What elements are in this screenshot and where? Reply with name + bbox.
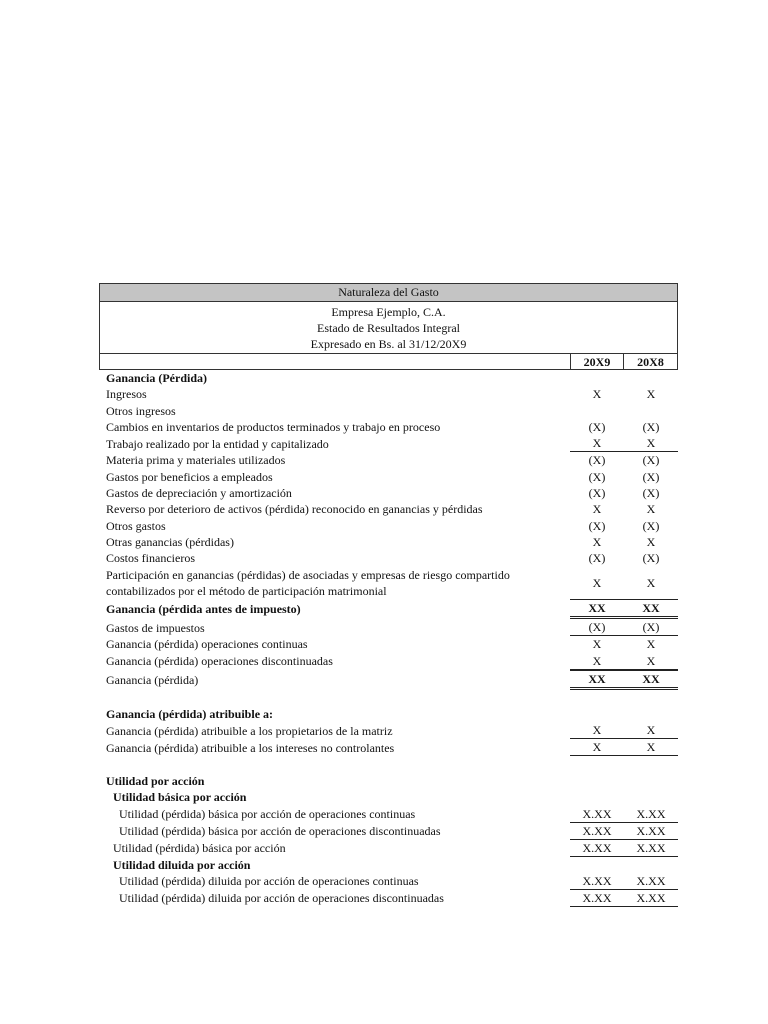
value-20x8: X [646, 637, 656, 652]
row-atribuible-propietarios [99, 722, 678, 739]
row-label: Ganancia (Pérdida) [106, 371, 207, 386]
value-20x9: X [592, 502, 602, 517]
row-depreciacion [99, 485, 678, 501]
blank-row [99, 690, 678, 707]
company-name: Empresa Ejemplo, C.A. [331, 305, 446, 319]
value-20x8: (X) [642, 420, 660, 435]
row-utilidad-accion [99, 773, 678, 789]
row-label: Utilidad (pérdida) básica por acción [113, 841, 286, 856]
nature-header: Naturaleza del Gasto [99, 283, 678, 302]
row-diluida-discontinuadas [99, 890, 678, 907]
year-header-row [99, 354, 678, 370]
value-20x9: X.XX [570, 806, 624, 823]
value-20x9: XX [570, 670, 624, 690]
row-cambios-inventarios [99, 419, 678, 435]
row-atribuible-no-controlantes [99, 739, 678, 756]
row-ingresos [99, 386, 678, 402]
value-20x9: X [570, 722, 624, 739]
row-basica-continuas [99, 806, 678, 823]
row-label: Utilidad (pérdida) básica por acción de operaciones discontinuadas [119, 824, 441, 839]
row-materia-prima [99, 452, 678, 468]
row-label: Ingresos [106, 387, 147, 402]
row-basica-discontinuadas [99, 823, 678, 840]
value-20x8: (X) [642, 518, 660, 533]
value-20x8: X.XX [624, 890, 678, 907]
row-label: Otros gastos [106, 518, 166, 533]
expressed-in: Expresado en Bs. al 31/12/20X9 [310, 337, 467, 351]
row-label: Utilidad por acción [106, 774, 205, 789]
row-label: Ganancia (pérdida) atribuible a: [106, 707, 274, 722]
value-20x8: X [624, 722, 678, 739]
value-20x8: XX [624, 670, 678, 690]
value-20x8: X [646, 502, 656, 517]
blank-row [99, 756, 678, 773]
value-20x8: (X) [642, 551, 660, 566]
value-20x8: (X) [642, 469, 660, 484]
row-label: Utilidad (pérdida) diluida por acción de operaciones discontinuadas [119, 891, 444, 906]
value-20x9: (X) [588, 485, 606, 500]
value-20x9: X [592, 534, 602, 549]
value-20x9: X [570, 435, 624, 452]
value-20x8: X [624, 435, 678, 452]
value-20x9: (X) [588, 469, 606, 484]
row-label: Otros ingresos [106, 403, 176, 418]
row-label: Gastos de impuestos [106, 620, 205, 635]
row-label: Ganancia (pérdida) atribuible a los intereses no controlantes [106, 740, 395, 755]
row-utilidad-basica [99, 789, 678, 805]
row-label: Materia prima y materiales utilizados [106, 453, 286, 468]
row-label: Ganancia (pérdida antes de impuesto) [106, 602, 301, 617]
value-20x8: X.XX [624, 873, 678, 890]
row-label: Costos financieros [106, 551, 195, 566]
row-ganancia-perdida [99, 370, 678, 386]
value-20x8: X [646, 575, 656, 590]
value-20x8: (X) [642, 485, 660, 500]
value-20x9: X.XX [570, 873, 624, 890]
value-20x8: X [624, 739, 678, 756]
value-20x8: (X) [642, 453, 660, 468]
value-20x9: (X) [570, 619, 624, 636]
row-atribuible-header [99, 706, 678, 722]
row-label: Ganancia (pérdida) [106, 672, 199, 687]
row-label: Cambios en inventarios de productos terminados y trabajo en proceso [106, 420, 441, 435]
value-20x9: (X) [588, 420, 606, 435]
row-gastos-impuestos [99, 619, 678, 636]
row-label: Otras ganancias (pérdidas) [106, 534, 234, 549]
row-label: Ganancia (pérdida) operaciones discontinuadas [106, 654, 333, 669]
row-ganancia-total [99, 670, 678, 690]
company-block [99, 302, 678, 354]
row-label: Ganancia (pérdida) atribuible a los propietarios de la matriz [106, 723, 393, 738]
value-20x9: X [592, 387, 602, 402]
row-label: Gastos por beneficios a empleados [106, 469, 273, 484]
row-operaciones-discontinuadas [99, 653, 678, 670]
row-operaciones-continuas [99, 636, 678, 652]
statement-title: Estado de Resultados Integral [317, 321, 460, 335]
row-participacion-asociadas [99, 566, 678, 599]
value-20x8: X [646, 387, 656, 402]
value-20x8: XX [624, 599, 678, 619]
value-20x9: (X) [588, 453, 606, 468]
row-basica-total [99, 840, 678, 857]
value-20x9: (X) [588, 551, 606, 566]
row-utilidad-diluida [99, 857, 678, 873]
row-label: Gastos de depreciación y amortización [106, 485, 292, 500]
income-statement [99, 283, 678, 907]
value-20x9: X.XX [570, 823, 624, 840]
row-otros-ingresos [99, 403, 678, 419]
value-20x9: X [592, 575, 602, 590]
row-label: Reverso por deterioro de activos (pérdida) reconocido en ganancias y pérdidas [106, 502, 483, 517]
value-20x9: X.XX [570, 890, 624, 907]
row-label: Utilidad (pérdida) básica por acción de operaciones continuas [119, 807, 416, 822]
row-label: Utilidad diluida por acción [113, 857, 251, 872]
row-label: Participación en ganancias (pérdidas) de asociadas y empresas de riesgo compartido contabilizados por el método de participación matrimonial [106, 567, 510, 598]
value-20x9: X [570, 653, 624, 670]
row-trabajo-capitalizado [99, 435, 678, 452]
year-header-spacer [99, 354, 570, 370]
value-20x8: X.XX [624, 840, 678, 857]
value-20x9: X [570, 739, 624, 756]
row-ganancia-antes-impuesto [99, 599, 678, 619]
value-20x9: XX [570, 599, 624, 619]
row-otras-ganancias [99, 534, 678, 550]
row-label: Utilidad básica por acción [113, 790, 247, 805]
value-20x9: X.XX [570, 840, 624, 857]
value-20x9: X [592, 637, 602, 652]
year-col-2: 20X8 [623, 354, 678, 370]
row-label: Utilidad (pérdida) diluida por acción de operaciones continuas [119, 874, 419, 889]
year-col-1: 20X9 [570, 354, 623, 370]
row-reverso-deterioro [99, 501, 678, 517]
value-20x8: X.XX [624, 806, 678, 823]
row-label: Ganancia (pérdida) operaciones continuas [106, 637, 308, 652]
value-20x8: (X) [624, 619, 678, 636]
value-20x8: X [646, 534, 656, 549]
value-20x8: X [624, 653, 678, 670]
row-otros-gastos [99, 517, 678, 533]
row-beneficios-empleados [99, 468, 678, 484]
row-diluida-continuas [99, 873, 678, 890]
value-20x8: X.XX [624, 823, 678, 840]
row-label: Trabajo realizado por la entidad y capitalizado [106, 436, 329, 451]
row-costos-financieros [99, 550, 678, 566]
value-20x9: (X) [588, 518, 606, 533]
